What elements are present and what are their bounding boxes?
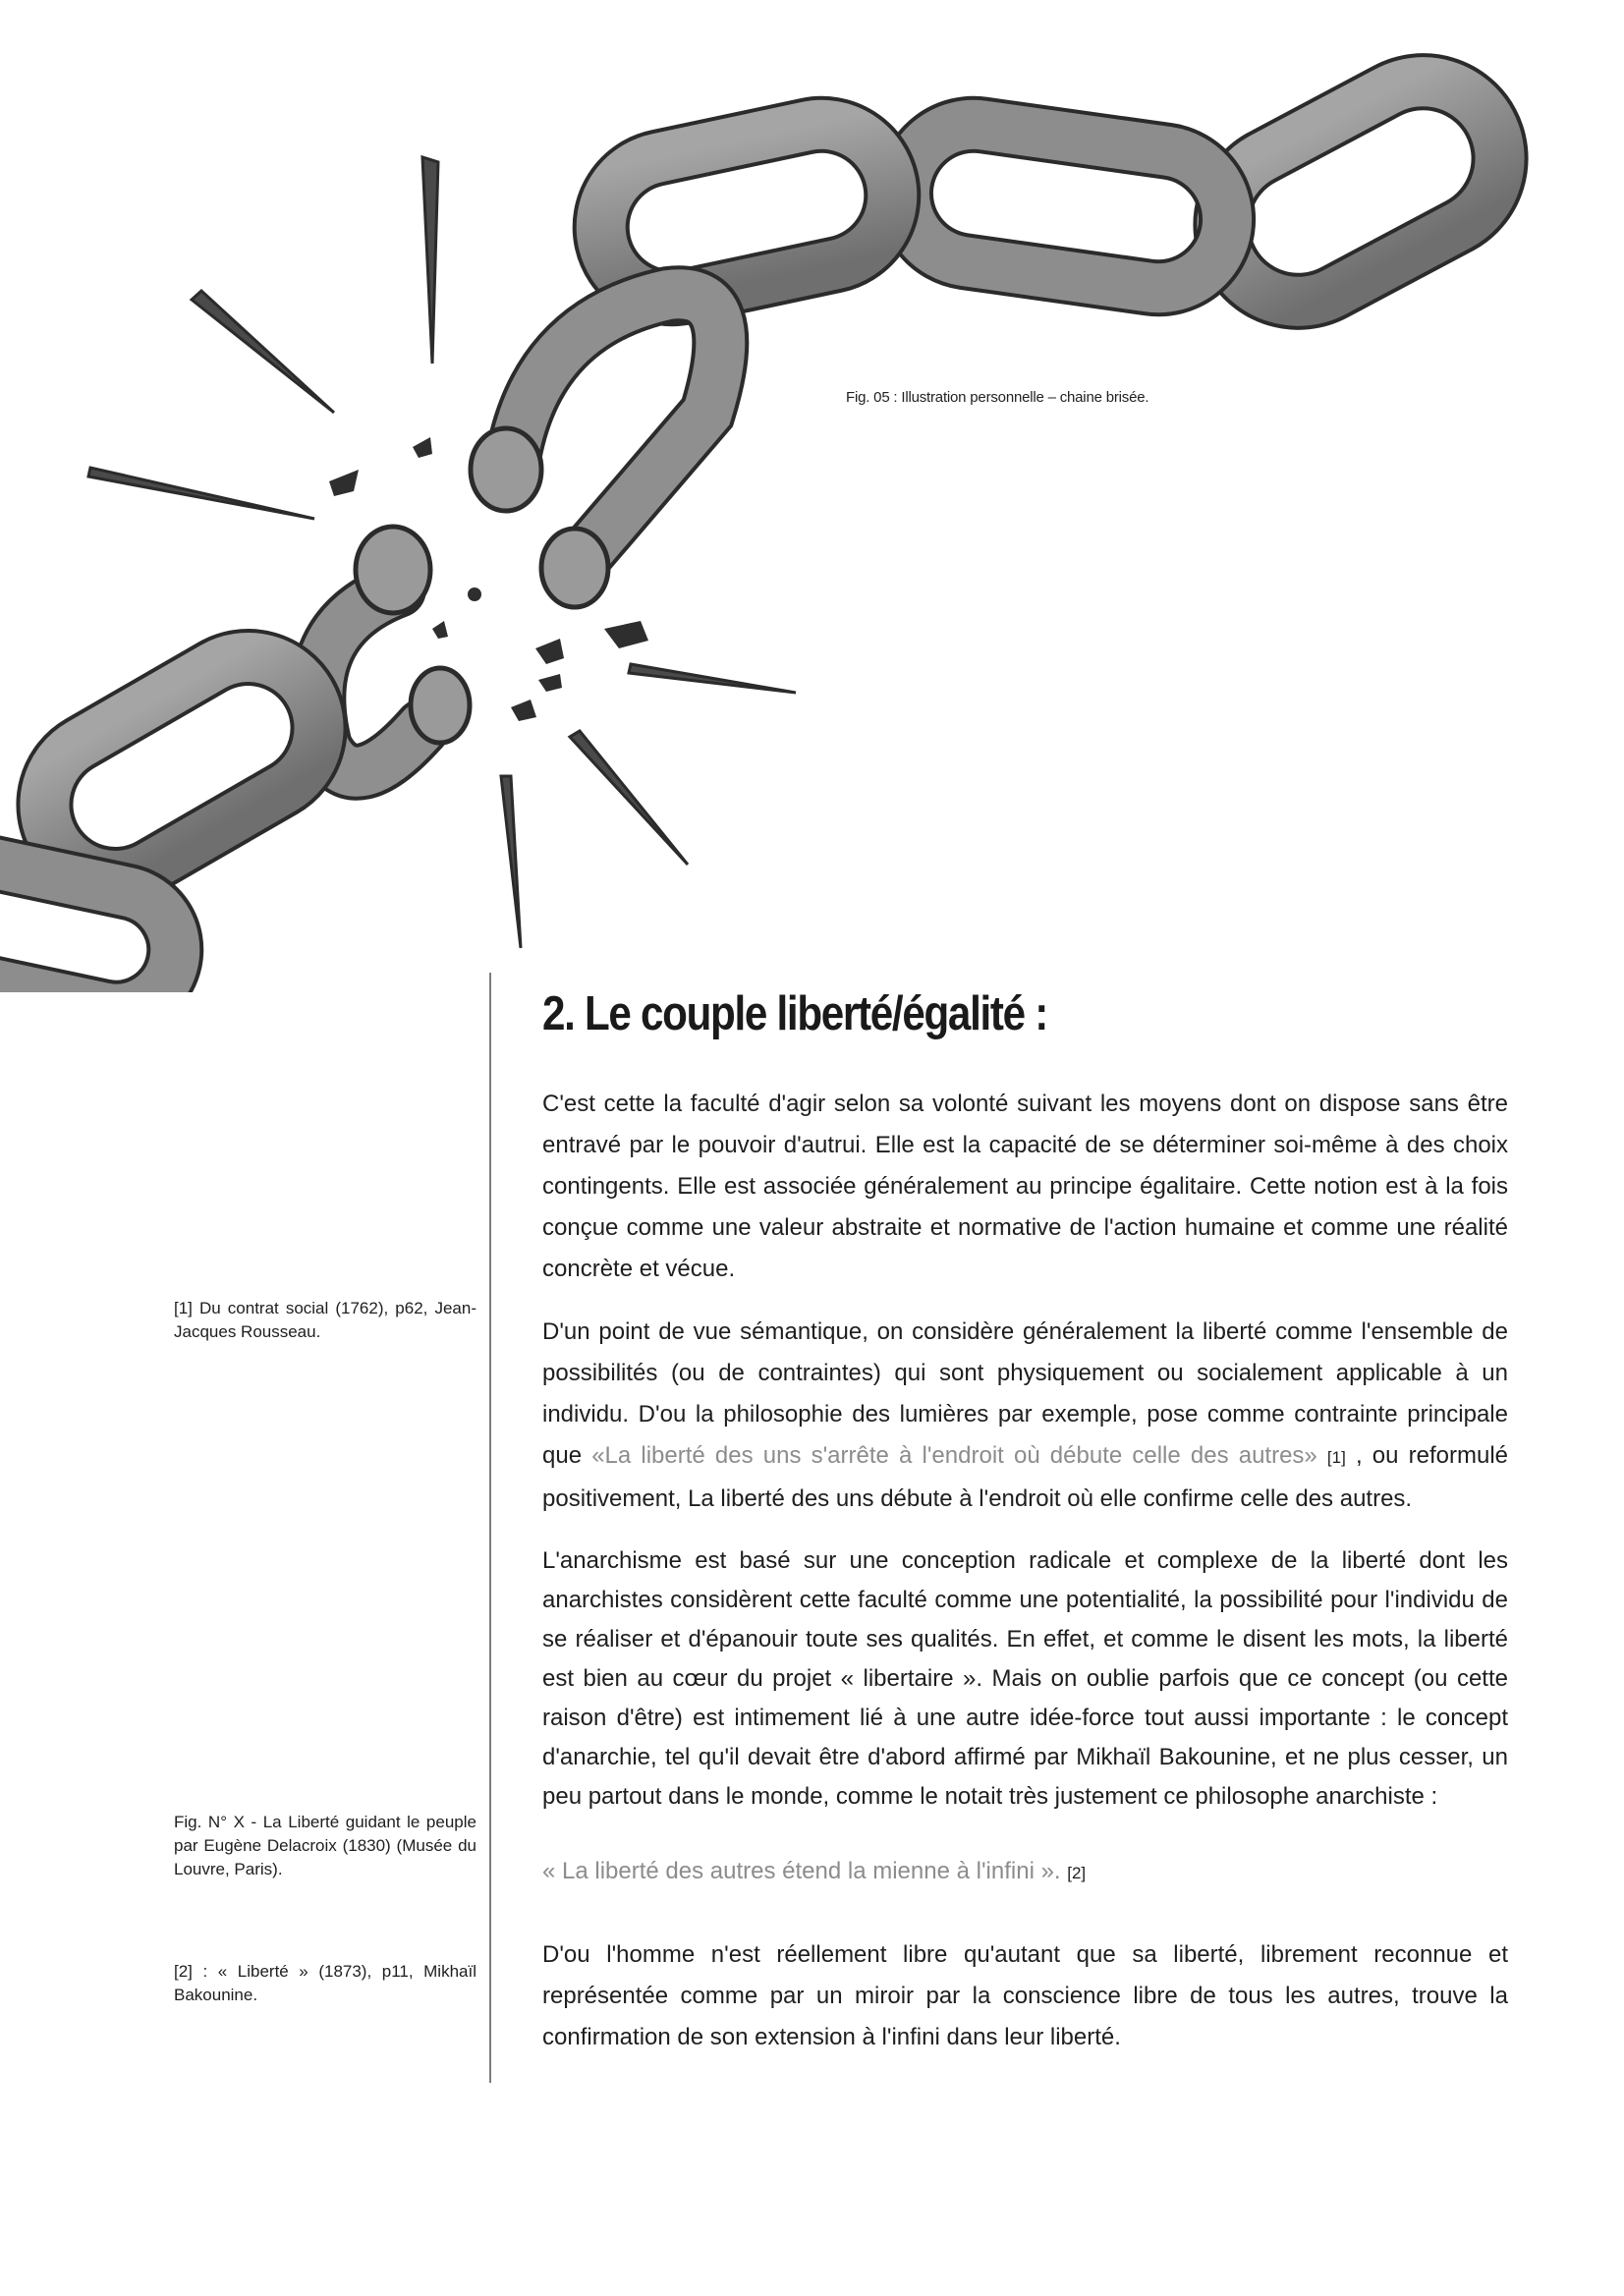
footnote-ref-2: [2] (1067, 1864, 1087, 1882)
chain-link (896, 116, 1236, 298)
paragraph-3: L'anarchisme est basé sur une conception radicale et complexe de la liberté dont les anarchistes considèrent cette faculté comme une potentialité, la possibilité pour l'individu de se réaliser et d'épanouir toute ses qualités. En effet, et comme le disent les mots, la liberté est bien au cœur du projet « libertaire ». Mais on oublie parfois que ce concept (ou cette raison d'être) est intimement lié à une autre idée-force tout aussi importante : le concept d'anarchie, tel qu'il devait être d'abord affirmé par Mikhaïl Bakounine, et ne plus cesser, un peu partout dans le monde, comme le notait très justement ce philosophe anarchiste : (542, 1547, 1508, 1810)
footnote-1: [1] Du contrat social (1762), p62, Jean-Jacques Rousseau. (174, 1299, 476, 1341)
broken-link-upper (511, 294, 720, 550)
paragraph-2-text: D'un point de vue sémantique, on considère généralement la liberté comme l'ensemble de possibilités (ou de contraintes) qui sont physiquement ou socialement applicable à un individu. D'ou la philosophie des lumières par exemple, pose comme contrainte principale que (542, 1318, 1508, 1469)
column-divider (489, 973, 491, 2083)
paragraph-1: C'est cette la faculté d'agir selon sa volonté suivant les moyens dont on dispose sans être entravé par le pouvoir d'autrui. Elle est la capacité de se déterminer soi-même à des choix contingents. Elle est associée généralement au principe égalitaire. Cette notion est à la fois conçue comme une valeur abstraite et normative de l'action humaine et comme une réalité concrète et vécue. (542, 1091, 1508, 1282)
paragraph-2 (542, 1312, 1508, 1520)
rousseau-quote: «La liberté des uns s'arrête à l'endroit où débute celle des autres» (591, 1442, 1317, 1469)
bakounine-quote (542, 1852, 1508, 1893)
figure-caption: Fig. 05 : Illustration personnelle – chaine brisée. (846, 389, 1149, 406)
figure-note: Fig. N° X - La Liberté guidant le peuple par Eugène Delacroix (1830) (Musée du Louvre, Paris). (174, 1813, 476, 1878)
paragraph-4: D'ou l'homme n'est réellement libre qu'autant que sa liberté, librement reconnue et représentée comme par un miroir par la conscience libre de tous les autres, trouve la confirmation de son extension à l'infini dans leur liberté. (542, 1941, 1508, 2050)
broken-chain-illustration (0, 0, 1624, 992)
section-title: 2. Le couple liberté/égalité : (542, 987, 1047, 1040)
footnote-2: [2] : « Liberté » (1873), p11, Mikhaïl Bakounine. (174, 1962, 476, 2004)
footnote-ref-1: [1] (1326, 1448, 1346, 1467)
paragraph-2-text-end: , ou reformulé positivement, La liberté des uns débute à l'endroit où elle confirme celle des autres. (542, 1442, 1509, 1512)
bakounine-quote-text: « La liberté des autres étend la mienne à l'infini ». (542, 1858, 1061, 1884)
main-content (542, 978, 1508, 2080)
